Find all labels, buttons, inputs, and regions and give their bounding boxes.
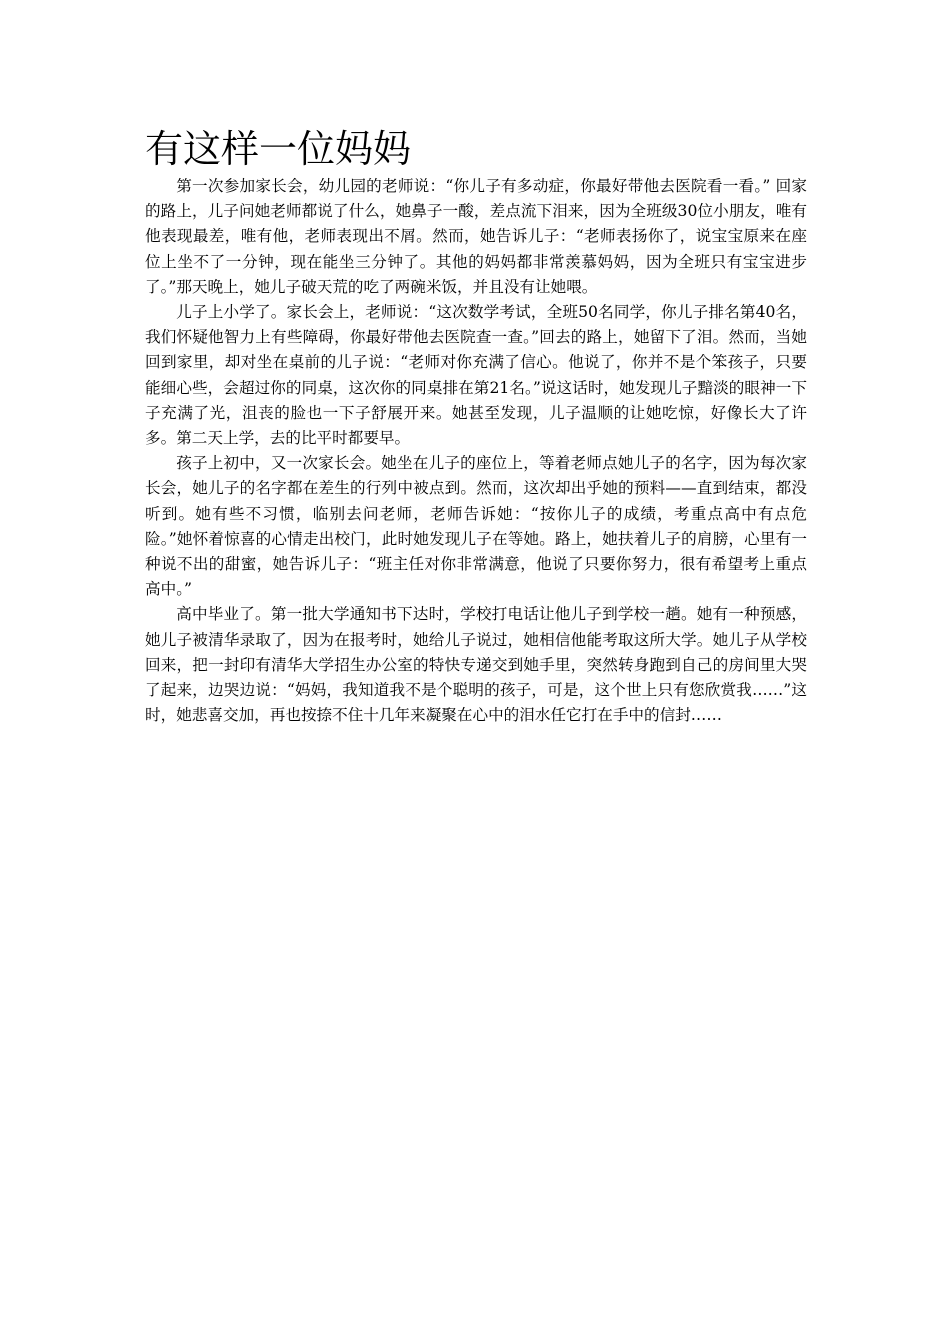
document-title: 有这样一位妈妈 xyxy=(145,127,412,171)
paragraph-kindergarten: 第一次参加家长会，幼儿园的老师说：“你儿子有多动症，你最好带他去医院看一看。” 回家的路上，儿子问她老师都说了什么，她鼻子一酸，差点流下泪来，因为全班级30位小朋友，唯有他表现最差，唯有他，老师表现出不屑。然而，她告诉儿子：“老师表扬你了，说宝宝原来在座位上坐不了一分钟，现在能坐三分钟了。其他的妈妈都非常羡慕妈妈，因为全班只有宝宝进步了。”那天晚上，她儿子破天荒的吃了两碗米饭，并且没有让她喂。 xyxy=(145,177,807,296)
paragraph-primary-school: 儿子上小学了。家长会上，老师说：“这次数学考试，全班50名同学，你儿子排名第40名，我们怀疑他智力上有些障碍，你最好带他去医院查一查。”回去的路上，她留下了泪。然而，当她回到家里，却对坐在桌前的儿子说：“老师对你充满了信心。他说了，你并不是个笨孩子，只要能细心些，会超过你的同桌，这次你的同桌排在第21名。”说这话时，她发现儿子黯淡的眼神一下子充满了光，沮丧的脸也一下子舒展开来。她甚至发现，儿子温顺的让她吃惊，好像长大了许多。第二天上学，去的比平时都要早。 xyxy=(145,303,807,448)
document-body xyxy=(145,126,807,728)
paragraph-high-school: 高中毕业了。第一批大学通知书下达时，学校打电话让他儿子到学校一趟。她有一种预感，她儿子被清华录取了，因为在报考时，她给儿子说过，她相信他能考取这所大学。她儿子从学校回来，把一封印有清华大学招生办公室的特快专递交到她手里，突然转身跑到自己的房间里大哭了起来，边哭边说：“妈妈，我知道我不是个聪明的孩子，可是，这个世上只有您欣赏我……”这时，她悲喜交加，再也按捺不住十几年来凝聚在心中的泪水任它打在手中的信封…… xyxy=(145,605,807,725)
paragraph-middle-school: 孩子上初中，又一次家长会。她坐在儿子的座位上，等着老师点她儿子的名字，因为每次家长会，她儿子的名字都在差生的行列中被点到。然而，这次却出乎她的预料——直到结束，都没听到。她有些不习惯，临别去问老师，老师告诉她：“按你儿子的成绩，考重点高中有点危险。”她怀着惊喜的心情走出校门，此时她发现儿子在等她。路上，她扶着儿子的肩膀，心里有一种说不出的甜蜜，她告诉儿子：“班主任对你非常满意，他说了只要你努力，很有希望考上重点高中。” xyxy=(145,454,807,599)
